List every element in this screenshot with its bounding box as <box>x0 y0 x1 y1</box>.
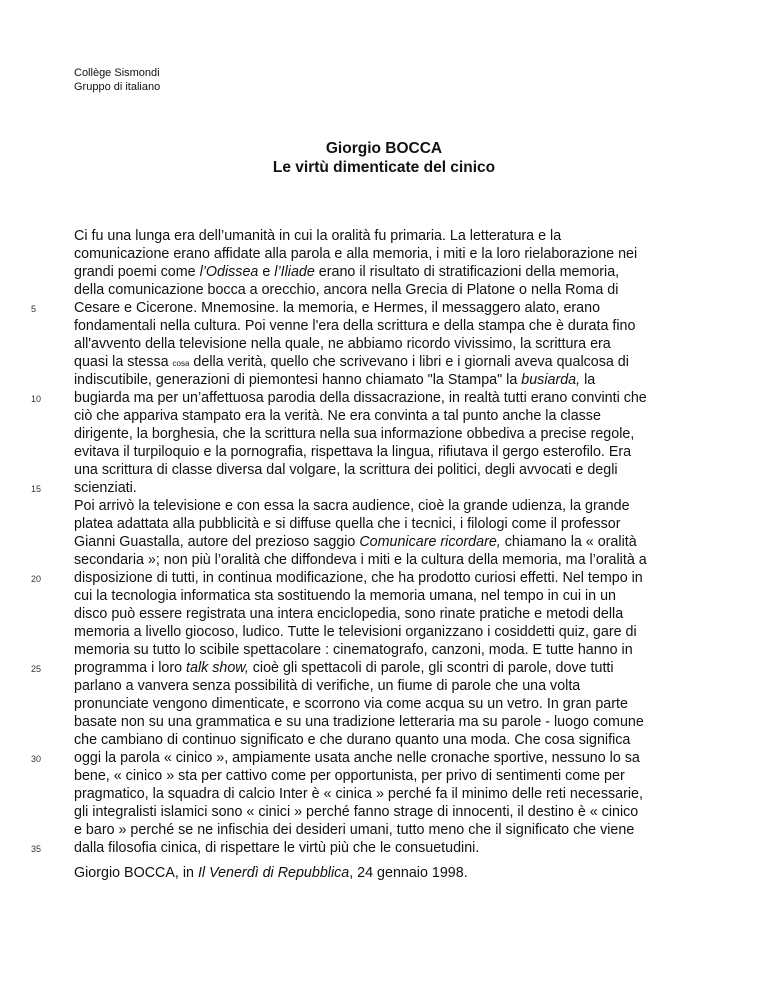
text-segment: disposizione di tutti, in continua modificazione, che ha prodotto curiosi effetti. Nel tempo in <box>74 570 643 586</box>
citation <box>74 864 468 882</box>
text-segment: Ci fu una lunga era dell’umanità in cui la oralità fu primaria. La letteratura e la <box>74 228 562 244</box>
text-segment: Poi arrivò la televisione e con essa la sacra audience, cioè la grande udienza, la grande <box>74 498 630 514</box>
text-line <box>74 785 754 803</box>
text-segment: ciò che appariva stampato era la verità. Ne era convinta a tal punto anche la classe <box>74 408 601 424</box>
italic-segment: l’Iliade <box>274 264 315 280</box>
text-line <box>74 839 754 857</box>
title-author: Giorgio BOCCA <box>325 140 443 157</box>
text-segment: parlano a vanvera senza possibilità di verifiche, un fiume di parole che una volta <box>74 678 581 694</box>
text-segment: dalla filosofia cinica, di rispettare le virtù più che le consuetudini. <box>74 840 480 856</box>
line-number: 20 <box>31 574 42 584</box>
citation-source: Il Venerdì di Repubblica <box>197 865 350 881</box>
text-segment: quasi la stessa <box>74 354 173 370</box>
text-segment: comunicazione erano affidate alla parola e alla memoria, i miti e la loro rielaborazione nei <box>74 246 638 262</box>
text-line <box>74 407 754 425</box>
text-line <box>74 533 754 551</box>
text-line <box>74 749 754 767</box>
line-number: 30 <box>31 754 42 764</box>
text-line <box>74 443 754 461</box>
text-line <box>74 479 754 497</box>
text-line <box>74 425 754 443</box>
text-line <box>74 605 754 623</box>
text-line <box>74 641 754 659</box>
text-segment: dirigente, la borghesia, che la scrittura nella sua informazione obbediva a precise regole, <box>74 426 635 442</box>
line-number: 25 <box>31 664 42 674</box>
text-line <box>74 497 754 515</box>
text-line <box>74 623 754 641</box>
text-segment: bugiarda ma per un’affettuosa parodia della dissacrazione, in realtà tutti erano convinti che <box>74 390 647 406</box>
text-segment: che cambiano di continuo significato e che durano quanto una moda. Che cosa significa <box>74 732 631 748</box>
text-segment: fondamentali nella cultura. Poi venne l'era della scrittura e della stampa che è durata fino <box>74 318 636 334</box>
article-body <box>74 227 754 857</box>
text-segment: pragmatico, la squadra di calcio Inter è « cinica » perché fa il minimo delle reti necessarie, <box>74 786 643 802</box>
text-line <box>74 677 754 695</box>
line-number: 10 <box>31 394 42 404</box>
text-line <box>74 335 754 353</box>
text-segment: chiamano la « oralità <box>500 534 637 550</box>
text-line <box>74 371 754 389</box>
text-segment: della verità, quello che scrivevano i libri e i giornali aveva qualcosa di <box>189 354 629 370</box>
text-segment: bene, « cinico » sta per cattivo come per opportunista, per privo di sentimenti come per <box>74 768 625 784</box>
text-segment: Gianni Guastalla, autore del prezioso saggio <box>74 534 360 550</box>
text-line <box>74 551 754 569</box>
text-line <box>74 227 754 245</box>
text-line <box>74 515 754 533</box>
text-segment: platea adattata alla pubblicità e si diffuse quella che i tecnici, i filologi come il professor <box>74 516 621 532</box>
text-segment: basate non su una grammatica e su una tradizione letteraria ma su parole - luogo comune <box>74 714 644 730</box>
group-name: Gruppo di italiano <box>74 81 161 93</box>
text-line <box>74 803 754 821</box>
italic-segment: talk show, <box>186 660 249 676</box>
text-line <box>74 767 754 785</box>
text-segment: e <box>258 264 275 280</box>
text-segment: programma i loro <box>74 660 187 676</box>
text-segment: all'avvento della televisione nella quale, ne abbiamo ricordo vivissimo, la scrittura era <box>74 336 611 352</box>
text-line <box>74 461 754 479</box>
text-segment: gli integralisti islamici sono « cinici » perché fanno strage di innocenti, il destino è « cinico <box>74 804 639 820</box>
text-segment: oggi la parola « cinico », ampiamente usata anche nelle cronache sportive, nessuno lo sa <box>74 750 640 766</box>
italic-segment: busiarda, <box>521 372 581 388</box>
text-segment: erano il risultato di stratificazioni della memoria, <box>314 264 620 280</box>
text-line <box>74 731 754 749</box>
text-segment: pronunciate vengono dimenticate, e scorrono via come acqua su un vetro. In gran parte <box>74 696 628 712</box>
document-title <box>0 139 768 177</box>
text-segment: memoria a livello giocoso, ludico. Tutte le televisioni organizzano i cosiddetti quiz, gare di <box>74 624 637 640</box>
text-line <box>74 263 754 281</box>
text-segment: secondaria »; non più l’oralità che diffondeva i miti e la cultura della memoria, ma l’oralità a <box>74 552 647 568</box>
italic-segment: Comunicare ricordare, <box>359 534 501 550</box>
line-number: 35 <box>31 844 42 854</box>
text-segment: una scrittura di classe diversa dal volgare, la scrittura dei politici, degli avvocati e degli <box>74 462 618 478</box>
text-line <box>74 281 754 299</box>
text-line <box>74 659 754 677</box>
text-line <box>74 821 754 839</box>
text-line <box>74 317 754 335</box>
line-number: 5 <box>31 304 37 314</box>
text-line <box>74 713 754 731</box>
text-segment: evitava il turpiloquio e la pornografia, rispettava la lingua, rifiutava il gergo esterofilo. Era <box>74 444 632 460</box>
text-segment: Cesare e Cicerone. Mnemosine. la memoria, e Hermes, il messaggero alato, erano <box>74 300 601 316</box>
text-segment: scienziati. <box>74 480 137 496</box>
text-segment: e baro » perché se ne infischia dei desideri umani, tutto meno che il significato che viene <box>74 822 635 838</box>
text-segment: cioè gli spettacoli di parole, gli scontri di parole, dove tutti <box>248 660 614 676</box>
text-segment: grandi poemi come <box>74 264 200 280</box>
title-work: Le virtù dimenticate del cinico <box>272 159 496 176</box>
line-number: 15 <box>31 484 42 494</box>
text-line <box>74 587 754 605</box>
text-segment: disco può essere registrata una intera enciclopedia, sono rinate pratiche e metodi della <box>74 606 624 622</box>
italic-segment: l’Odissea <box>199 264 259 280</box>
text-segment: della comunicazione bocca a orecchio, ancora nella Grecia di Platone o nella Roma di <box>74 282 619 298</box>
citation-suffix: , 24 gennaio 1998. <box>349 865 468 881</box>
text-segment: cui la tecnologia informatica sta sostituendo la memoria umana, nel tempo in cui in un <box>74 588 616 604</box>
text-segment: memoria su tutto lo scibile spettacolare : cinematografo, canzoni, moda. E tutte hanno in <box>74 642 633 658</box>
text-segment: indiscutibile, generazioni di piemontesi hanno chiamato "la Stampa" la <box>74 372 522 388</box>
text-line <box>74 695 754 713</box>
citation-prefix: Giorgio BOCCA, in <box>74 865 198 881</box>
text-line <box>74 569 754 587</box>
document-header <box>74 66 160 94</box>
text-line <box>74 299 754 317</box>
text-segment: la <box>580 372 596 388</box>
text-segment: cosa <box>172 359 190 368</box>
text-line <box>74 245 754 263</box>
text-line <box>74 389 754 407</box>
school-name: Collège Sismondi <box>74 67 160 79</box>
text-line <box>74 353 754 371</box>
